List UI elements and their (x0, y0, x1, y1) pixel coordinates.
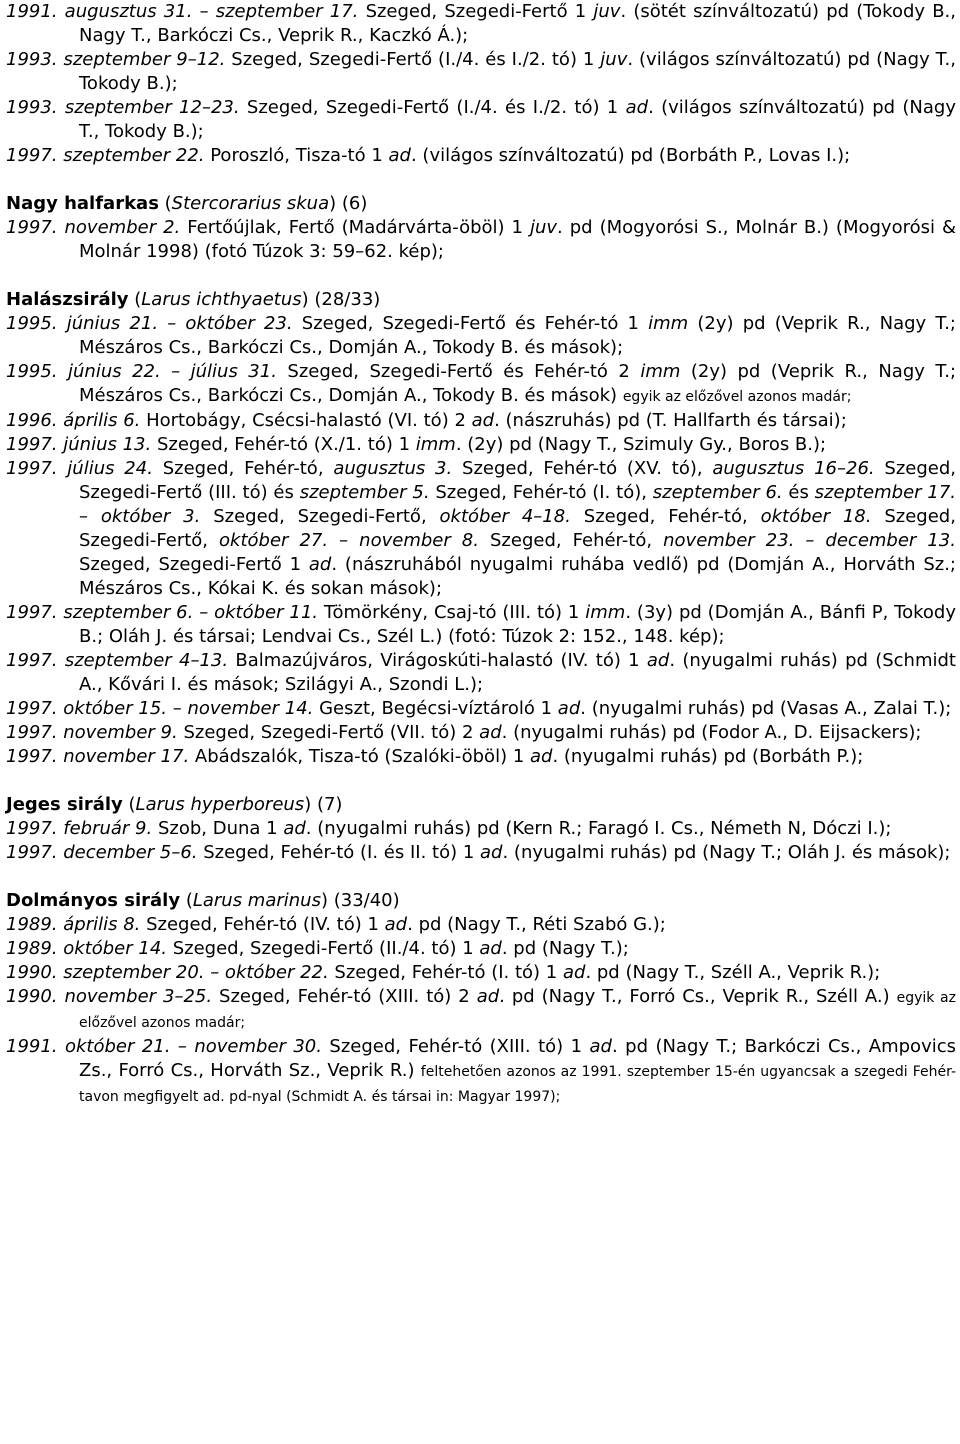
record-date: 1997. november 17. (6, 746, 190, 767)
record-date: 1989. április 8. (6, 914, 141, 935)
record-date: 1991. október 21. – november 30. (6, 1036, 322, 1057)
record-date: 1997. szeptember 22. (6, 145, 205, 166)
record-text: ad (589, 1036, 612, 1057)
record-entry (6, 697, 956, 721)
record-text: Hortobágy, Csécsi-halastó (VI. tó) 2 (140, 410, 472, 431)
record-entry (6, 96, 956, 144)
record-date: 1995. június 21. – október 23. (6, 313, 293, 334)
record-entry (6, 961, 956, 985)
record-entry (6, 937, 956, 961)
record-entry (6, 913, 956, 937)
record-text: ad (562, 962, 586, 983)
record-text: . (nyugalmi ruhás) pd (Fodor A., D. Eijsackers); (501, 722, 922, 743)
record-date: 1997. szeptember 6. – október 11. (6, 602, 318, 623)
record-text: ad (530, 746, 553, 767)
species-heading: Nagy halfarkas (Stercorarius skua) (6) (6, 193, 368, 214)
species-name: Halászsirály (6, 289, 129, 310)
record-text: ad (480, 842, 503, 863)
record-text: . (nászruhából nyugalmi ruhába vedlő) pd (Domján A., Horváth Sz.; Mészáros Cs., Kókai K. és sokan mások); (79, 554, 956, 599)
record-entry (6, 457, 956, 601)
record-text: ad (476, 986, 500, 1007)
species-name: Nagy halfarkas (6, 193, 159, 214)
record-text: . pd (Mogyorósi S., Molnár B.) (Mogyorósi & Molnár 1998) (fotó Túzok 3: 59–62. kép); (79, 217, 957, 262)
record-date: 1997. október 15. – november 14. (6, 698, 314, 719)
record-text: ad (479, 722, 502, 743)
record-date: 1997. november 2. (6, 217, 181, 238)
record-text: Szeged, Szegedi-Fertő (VII. tó) 2 (177, 722, 480, 743)
record-text: Geszt, Begécsi-víztároló 1 (313, 698, 558, 719)
record-text: (2y) pd (Veprik R., Nagy T.; Mészáros Cs., Barkóczi Cs., Domján A., Tokody B. és mások); (79, 313, 956, 358)
record-text: . (világos színváltozatú) pd (Borbáth P., Lovas I.); (410, 145, 851, 166)
record-date: 1993. szeptember 9–12. (6, 49, 226, 70)
record-text: . (nyugalmi ruhás) pd (Vasas A., Zalai T.); (580, 698, 952, 719)
record-text: Szeged, Szegedi-Fertő 1 (358, 1, 594, 22)
record-entry (6, 1035, 956, 1109)
species-record-count: (28/33) (314, 289, 381, 310)
record-text: . (nyugalmi ruhás) pd (Kern R.; Faragó I. Cs., Németh N, Dóczi I.); (305, 818, 892, 839)
record-date: 1997. szeptember 4–13. (6, 650, 229, 671)
record-text: ad (308, 554, 332, 575)
record-entry (6, 360, 956, 409)
record-text: . (nászruhás) pd (T. Hallfarth és társai); (494, 410, 847, 431)
record-text: ad (471, 410, 495, 431)
record-text: . pd (Nagy T., Forró Cs., Veprik R., Széll A.) (499, 986, 897, 1007)
record-note: egyik az előzővel azonos madár; (79, 990, 956, 1031)
record-text: ad (646, 650, 670, 671)
species-heading: Halászsirály (Larus ichthyaetus) (28/33) (6, 289, 381, 310)
record-entry (6, 601, 956, 649)
record-text: ad (479, 938, 502, 959)
record-text: juv (593, 1, 621, 22)
record-text: . (nyugalmi ruhás) pd (Nagy T.; Oláh J. és mások); (502, 842, 951, 863)
record-text: Szob, Duna 1 (152, 818, 284, 839)
record-text: . (2y) pd (Nagy T., Szimuly Gy., Boros B.); (455, 434, 827, 455)
species-record-count: (33/40) (333, 890, 400, 911)
record-date: 1997. február 9. (6, 818, 153, 839)
record-text: Abádszalók, Tisza-tó (Szalóki-öböl) 1 (189, 746, 530, 767)
record-entry (6, 817, 956, 841)
record-date: 1995. június 22. – július 31. (6, 361, 277, 382)
record-text: imm (415, 434, 456, 455)
record-text: . pd (Nagy T., Széll A., Veprik R.); (585, 962, 881, 983)
record-text: Poroszló, Tisza-tó 1 (204, 145, 389, 166)
record-text: augusztus 16–26. (712, 458, 875, 479)
record-entry (6, 841, 956, 865)
record-text: Szeged, Fehér-tó (X./1. tó) 1 (151, 434, 416, 455)
record-text: imm (585, 602, 626, 623)
record-text: szeptember 5. (299, 482, 430, 503)
record-entry (6, 409, 956, 433)
species-name: Jeges sirály (6, 794, 123, 815)
record-text: . (nyugalmi ruhás) pd (Borbáth P.); (552, 746, 864, 767)
record-entry (6, 745, 956, 769)
record-date: 1990. november 3–25. (6, 986, 213, 1007)
record-text: . (világos színváltozatú) pd (Nagy T., Tokody B.); (79, 97, 956, 142)
record-entry (6, 433, 956, 457)
record-text: augusztus 3. (333, 458, 453, 479)
record-note: feltehetően azonos az 1991. szeptember 15-én ugyancsak a szegedi Fehér-tavon megfigyelt ad. pd-nyal (Schmidt A. és társai in: Magyar 1997); (79, 1064, 957, 1105)
record-text: Szeged, Szegedi-Fertő, (200, 506, 440, 527)
species-scientific-name: Larus hyperboreus (135, 794, 305, 815)
record-date: 1989. október 14. (6, 938, 168, 959)
record-text: . (világos színváltozatú) pd (Nagy T., Tokody B.); (79, 49, 956, 94)
record-entry (6, 649, 956, 697)
record-text: november 23. – december 13. (663, 530, 956, 551)
record-text: szeptember 17. – október 3. (79, 482, 956, 527)
record-date: 1997. december 5–6. (6, 842, 198, 863)
record-text: szeptember 6. (652, 482, 783, 503)
record-text: Szeged, Szegedi-Fertő és Fehér-tó 2 (276, 361, 641, 382)
record-text: Szeged, Fehér-tó, (570, 506, 761, 527)
record-date: 1997. június 13. (6, 434, 152, 455)
record-text: juv (529, 217, 558, 238)
record-date: 1996. április 6. (6, 410, 141, 431)
record-text: (2y) pd (Veprik R., Nagy T.; Mészáros Cs., Barkóczi Cs., Domján A., Tokody B. és mások) (79, 361, 957, 406)
species-name: Dolmányos sirály (6, 890, 181, 911)
record-text: . pd (Nagy T.; Barkóczi Cs., Ampovics Zs., Forró Cs., Horváth Sz., Veprik R.) (79, 1036, 956, 1081)
record-text: Szeged, Fehér-tó, (478, 530, 664, 551)
record-text: ad (557, 698, 581, 719)
record-text: Szeged, Szegedi-Fertő (II./4. tó) 1 (167, 938, 480, 959)
record-text: ad (625, 97, 649, 118)
record-text: Szeged, Szegedi-Fertő (I./4. és I./2. tó) 1 (225, 49, 601, 70)
species-scientific-name: Stercorarius skua (171, 193, 330, 214)
record-text: október 4–18. (439, 506, 571, 527)
species-heading: Jeges sirály (Larus hyperboreus) (7) (6, 794, 343, 815)
record-entry (6, 144, 956, 168)
record-text: . pd (Nagy T.); (501, 938, 629, 959)
record-text: . pd (Nagy T., Réti Szabó G.); (407, 914, 666, 935)
record-entry (6, 985, 956, 1035)
record-text: Szeged, Szegedi-Fertő 1 (79, 554, 309, 575)
record-text: imm (640, 361, 681, 382)
record-entry (6, 216, 956, 264)
record-text: Szeged, Fehér-tó (XIII. tó) 2 (212, 986, 477, 1007)
record-text: október 18. (760, 506, 872, 527)
record-text: ad (388, 145, 411, 166)
record-text: Tömörkény, Csaj-tó (III. tó) 1 (318, 602, 586, 623)
record-entry (6, 312, 956, 360)
record-text: Szeged, Szegedi-Fertő és Fehér-tó 1 (292, 313, 649, 334)
record-date: 1997. július 24. (6, 458, 153, 479)
record-date: 1990. szeptember 20. – október 22. (6, 962, 329, 983)
record-text: Szeged, Fehér-tó (I. és II. tó) 1 (197, 842, 481, 863)
record-text: Szeged, Fehér-tó (I. tó), (429, 482, 653, 503)
record-text: . (3y) pd (Domján A., Bánfi P, Tokody B.; Oláh J. és társai; Lendvai Cs., Szél L.) (fotó: Túzok 2: 152., 148. kép); (79, 602, 956, 647)
record-text: Szeged, Fehér-tó (XV. tó), (452, 458, 713, 479)
record-entry (6, 48, 956, 96)
species-record-count: (7) (316, 794, 343, 815)
record-text: ad (384, 914, 408, 935)
record-text: imm (648, 313, 689, 334)
species-scientific-name: Larus ichthyaetus (141, 289, 302, 310)
record-text: Szeged, Szegedi-Fertő (III. tó) és (79, 458, 957, 503)
record-text: Szeged, Fehér-tó (IV. tó) 1 (140, 914, 385, 935)
record-text: október 27. – november 8. (219, 530, 479, 551)
record-date: 1991. augusztus 31. – szeptember 17. (6, 1, 359, 22)
record-text: Fertőújlak, Fertő (Madárvárta-öböl) 1 (180, 217, 530, 238)
species-record-count: (6) (341, 193, 368, 214)
record-entry (6, 721, 956, 745)
record-text: . (sötét színváltozatú) pd (Tokody B., Nagy T., Barkóczi Cs., Veprik R., Kaczkó Á.); (79, 1, 956, 46)
record-text: Szeged, Szegedi-Fertő (I./4. és I./2. tó) 1 (239, 97, 626, 118)
record-text: Szeged, Fehér-tó (I. tó) 1 (328, 962, 563, 983)
record-text: . (nyugalmi ruhás) pd (Schmidt A., Kővári I. és mások; Szilágyi A., Szondi L.); (79, 650, 956, 695)
record-text: juv (600, 49, 628, 70)
document-page (6, 0, 956, 1109)
species-heading: Dolmányos sirály (Larus marinus) (33/40) (6, 890, 400, 911)
record-date: 1997. november 9. (6, 722, 178, 743)
record-date: 1993. szeptember 12–23. (6, 97, 240, 118)
record-text: és (782, 482, 815, 503)
record-text: ad (283, 818, 306, 839)
record-text: Szeged, Fehér-tó (XIII. tó) 1 (321, 1036, 590, 1057)
species-scientific-name: Larus marinus (192, 890, 321, 911)
record-text: Szeged, Szegedi-Fertő, (79, 506, 956, 551)
record-text: Szeged, Fehér-tó, (152, 458, 334, 479)
record-entry (6, 0, 956, 48)
record-note: egyik az előzővel azonos madár; (622, 389, 852, 405)
record-text: Balmazújváros, Virágoskúti-halastó (IV. tó) 1 (228, 650, 647, 671)
